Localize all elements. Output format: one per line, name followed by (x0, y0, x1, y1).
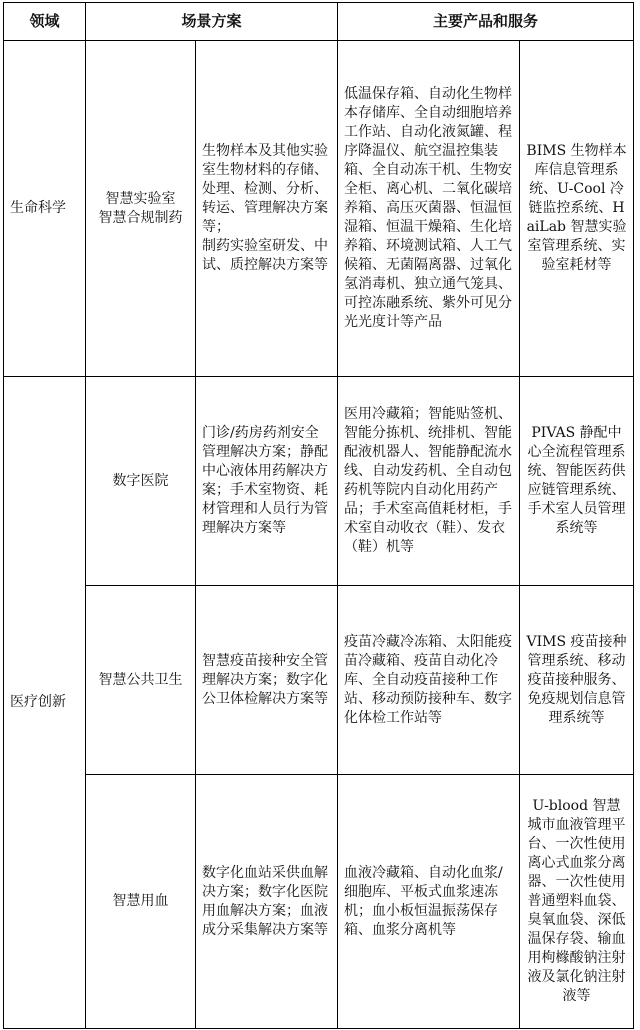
services-cell: VIMS 疫苗接种管理系统、移动疫苗接种服务、免疫规划信息管理系统等 (520, 586, 634, 775)
products-cell: 血液冷藏箱、自动化血浆/细胞库、平板式血浆速冻机；血小板恒温振荡保存箱、血浆分离机等 (338, 775, 520, 1029)
table-row (4, 586, 634, 775)
domain-cell: 生命科学 (4, 41, 86, 377)
header-scenario: 场景方案 (86, 3, 338, 41)
products-cell: 低温保存箱、自动化生物样本存储库、全自动细胞培养工作站、自动化液氮罐、程序降温仪、航空温控集装箱、全自动冻干机、生物安全柜、离心机、二氧化碳培养箱、高压灭菌器、恒温恒湿箱、恒温干燥箱、生化培养箱、环境测试箱、人工气候箱、无菌隔离器、过氧化氢消毒机、独立通气笼具、可控冻融系统、紫外可见分光光度计等产品 (338, 41, 520, 377)
header-domain: 领域 (4, 3, 86, 41)
scenario-description: 智慧疫苗接种安全管理解决方案；数字化公卫体检解决方案等 (196, 586, 338, 775)
scenario-description: 门诊/药房药剂安全管理解决方案；静配中心液体用药解决方案；手术室物资、耗材管理和人员行为管理解决方案等 (196, 377, 338, 586)
scenario-description (196, 41, 338, 377)
services-cell: PIVAS 静配中心全流程管理系统、智能医药供应链管理系统、手术室人员管理系统等 (520, 377, 634, 586)
scenario-cell: 数字医院 (86, 377, 196, 586)
scenario-description: 数字化血站采供血解决方案；数字化医院用血解决方案；血液成分采集解决方案等 (196, 775, 338, 1029)
description-text: 生物样本及其他实验室生物材料的存储、处理、检测、分析、转运、管理解决方案等； 制药实验室研发、中试、质控解决方案等 (202, 143, 328, 273)
scenario-cell (86, 41, 196, 377)
table-row (4, 377, 634, 586)
products-cell: 疫苗冷藏冷冻箱、太阳能疫苗冷藏箱、疫苗自动化冷库、全自动疫苗接种工作站、移动预防接种车、数字化体检工作站等 (338, 586, 520, 775)
services-cell: BIMS 生物样本库信息管理系统、U-Cool 冷链监控系统、HaiLab 智慧实验室管理系统、实验室耗材等 (520, 41, 634, 377)
table-row (4, 775, 634, 1029)
domain-cell: 医疗创新 (4, 377, 86, 1029)
header-products: 主要产品和服务 (338, 3, 634, 41)
header-row (4, 3, 634, 41)
scenario-name: 智慧实验室 智慧合规制药 (98, 190, 183, 226)
product-table (3, 2, 634, 1029)
scenario-cell: 智慧用血 (86, 775, 196, 1029)
scenario-cell: 智慧公共卫生 (86, 586, 196, 775)
products-cell: 医用冷藏箱；智能贴签机、智能分拣机、统排机、智能配液机器人、智能静配流水线、自动发药机、全自动包药机等院内自动化用药产品；手术室高值耗材柜，手术室自动收衣（鞋）、发衣（鞋）机等 (338, 377, 520, 586)
services-cell: U-blood 智慧城市血液管理平台、一次性使用离心式血浆分离器、一次性使用普通塑料血袋、臭氧血袋、深低温保存袋、输血用枸橼酸钠注射液及氯化钠注射液等 (520, 775, 634, 1029)
table-row (4, 41, 634, 377)
